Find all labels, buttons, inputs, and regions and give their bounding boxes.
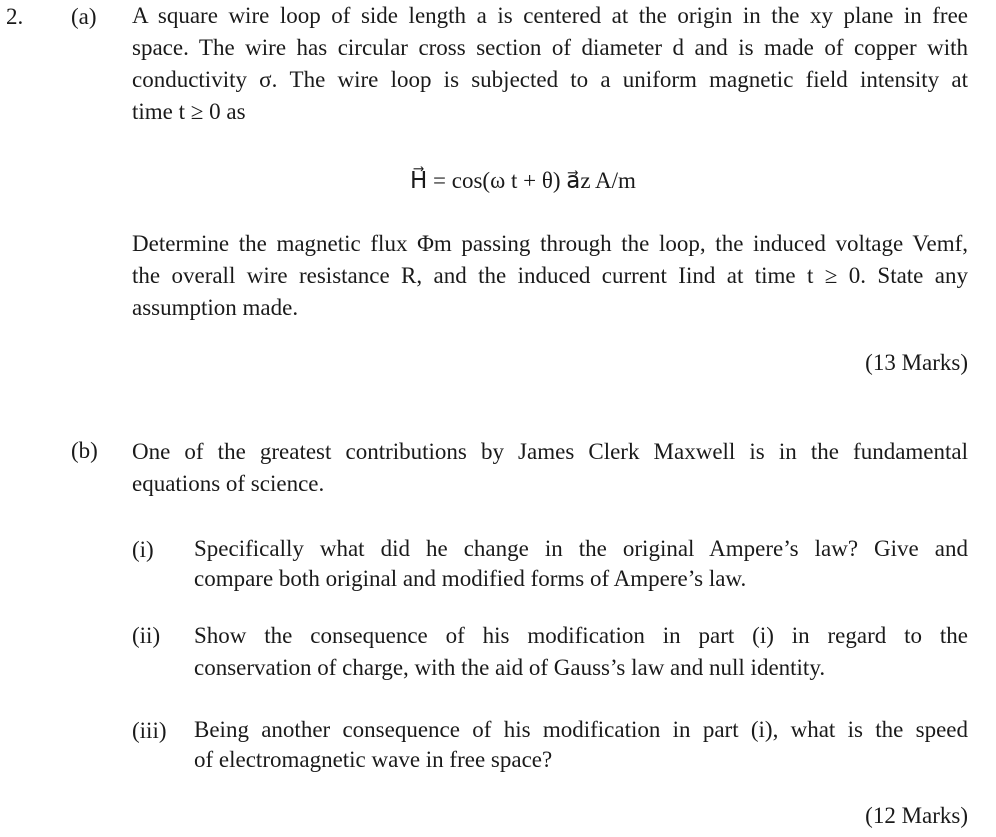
part-a-line-2: space. The wire has circular cross section of diameter d and is made of copper with: [132, 35, 968, 60]
part-a-text: [132, 0, 968, 128]
part-a-line-7: assumption made.: [132, 295, 299, 320]
part-b-label: (b): [71, 438, 98, 463]
part-a-line-4: time t ≥ 0 as: [132, 99, 246, 124]
subpart-i-label: (i): [132, 537, 154, 562]
part-b-text: [132, 436, 968, 500]
part-b-line-2: equations of science.: [132, 471, 325, 496]
subpart-iii-label: (iii): [132, 718, 167, 743]
subpart-iii-text: [194, 715, 968, 775]
part-a-text-2: [132, 228, 968, 324]
magnetic-field-equation: H⃗ = cos(ω t + θ) a⃗z A/m: [410, 168, 636, 193]
subpart-iii-line-1: Being another consequence of his modification in part (i), what is the speed: [194, 717, 968, 742]
subpart-i-line-1: Specifically what did he change in the original Ampere’s law? Give and: [194, 536, 968, 561]
part-a-line-1: A square wire loop of side length a is centered at the origin in the xy plane in free: [132, 3, 968, 28]
part-a-line-5: Determine the magnetic flux Φm passing through the loop, the induced voltage Vemf,: [132, 231, 968, 256]
subpart-iii-line-2: of electromagnetic wave in free space?: [194, 747, 553, 772]
part-a-label: (a): [71, 4, 97, 29]
subpart-ii-line-1: Show the consequence of his modification in part (i) in regard to the: [194, 623, 968, 648]
subpart-ii-text: [194, 620, 968, 684]
question-number: 2.: [6, 4, 24, 29]
subpart-i-text: [194, 534, 968, 594]
part-a-marks: (13 Marks): [865, 350, 968, 375]
part-b-marks: (12 Marks): [865, 803, 968, 828]
part-a-line-6: the overall wire resistance R, and the induced current Iind at time t ≥ 0. State any: [132, 263, 968, 288]
subpart-ii-line-2: conservation of charge, with the aid of Gauss’s law and null identity.: [194, 655, 826, 680]
subpart-ii-label: (ii): [132, 623, 161, 648]
subpart-i-line-2: compare both original and modified forms of Ampere’s law.: [194, 566, 747, 591]
part-a-line-3: conductivity σ. The wire loop is subjected to a uniform magnetic field intensity at: [132, 67, 968, 92]
part-b-line-1: One of the greatest contributions by James Clerk Maxwell is in the fundamental: [132, 439, 968, 464]
